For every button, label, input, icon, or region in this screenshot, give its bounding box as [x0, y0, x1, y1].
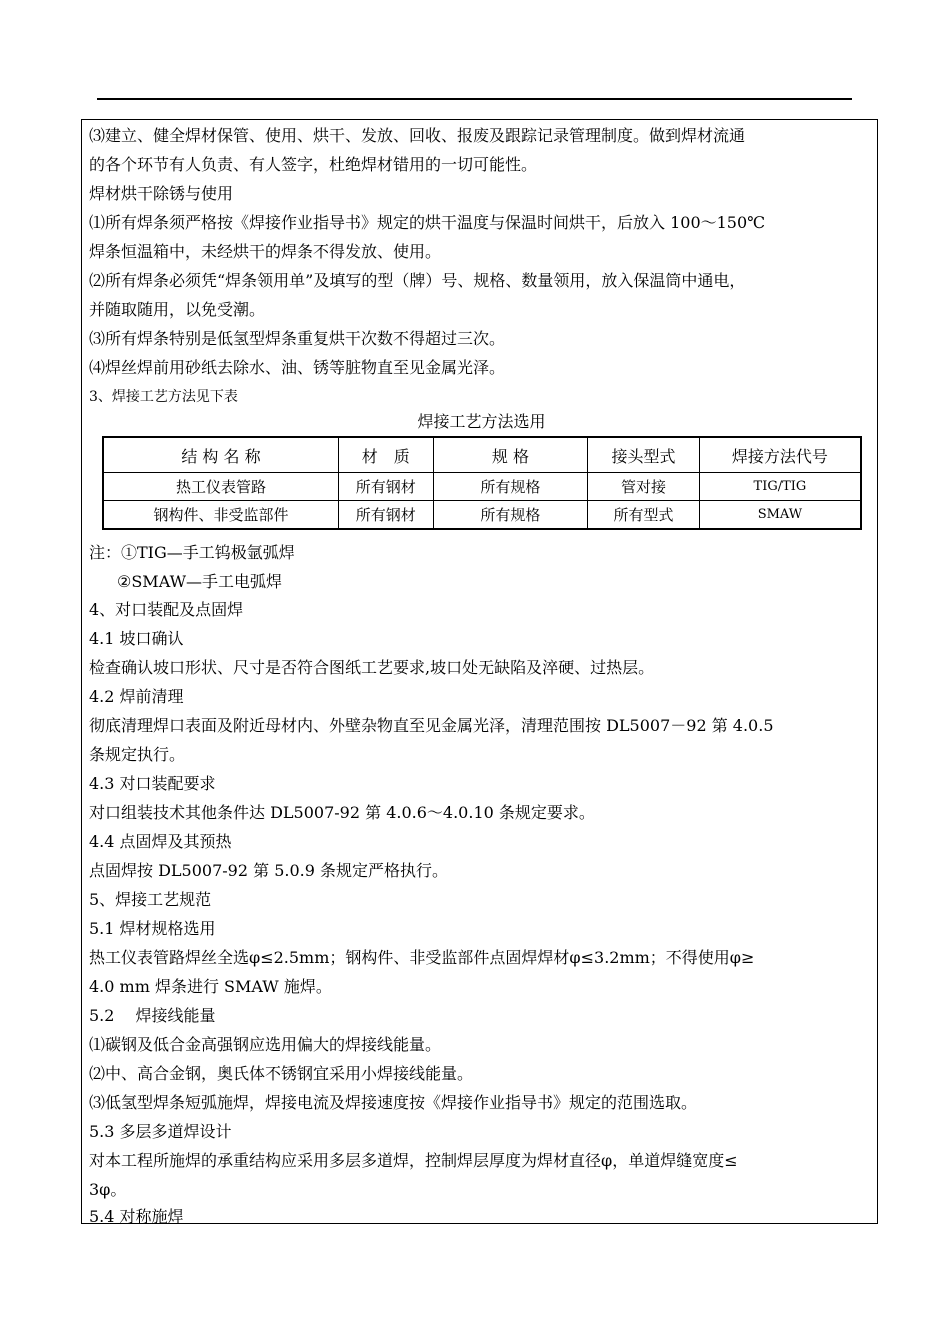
text-line: 5.3 多层多道焊设计 — [89, 1122, 232, 1141]
text-line: ⑷焊丝焊前用砂纸去除水、油、锈等脏物直至见金属光泽。 — [89, 358, 506, 377]
text-line: ⑵中、高合金钢，奥氏体不锈钢宜采用小焊接线能量。 — [89, 1064, 474, 1083]
table-cell: 所有钢材 — [338, 501, 433, 530]
table-cell: TIG/TIG — [699, 473, 861, 501]
text-line: ⑵所有焊条必须凭“焊条领用单”及填写的型（牌）号、规格、数量领用，放入保温筒中通电， — [89, 271, 746, 290]
text-line: 4.1 坡口确认 — [89, 629, 184, 648]
text-line: 4.2 焊前清理 — [89, 687, 184, 706]
table-cell: 所有型式 — [588, 501, 700, 530]
table-header-cell: 规 格 — [433, 437, 587, 473]
table-caption: 焊接工艺方法选用 — [417, 412, 546, 431]
text-line: 焊条恒温箱中，未经烘干的焊条不得发放、使用。 — [89, 242, 442, 261]
table-cell: 所有钢材 — [338, 473, 433, 501]
note-line: 注：①TIG—手工钨极氩弧焊 — [89, 543, 295, 562]
section-heading: 3、焊接工艺方法见下表 — [89, 389, 238, 405]
text-line: ⑶低氢型焊条短弧施焊，焊接电流及焊接速度按《焊接作业指导书》规定的范围选取。 — [89, 1093, 698, 1112]
process-table — [102, 436, 862, 530]
table-cell: 热工仪表管路 — [103, 473, 338, 501]
text-line: 的各个环节有人负责、有人签字，杜绝焊材错用的一切可能性。 — [89, 155, 538, 174]
table-row — [103, 473, 861, 501]
text-line: 对本工程所施焊的承重结构应采用多层多道焊，控制焊层厚度为焊材直径φ，单道焊缝宽度≤ — [89, 1151, 738, 1170]
text-line: 5.1 焊材规格选用 — [89, 919, 216, 938]
text-line: ⑴所有焊条须严格按《焊接作业指导书》规定的烘干温度与保温时间烘干，后放入 100～150℃ — [89, 213, 766, 232]
header-rule — [97, 98, 852, 100]
text-line: 热工仪表管路焊丝全选φ≤2.5mm；钢构件、非受监部件点固焊焊材φ≤3.2mm；不得使用φ≥ — [89, 948, 755, 967]
table-header-cell: 焊接方法代号 — [699, 437, 861, 473]
text-line: 4.3 对口装配要求 — [89, 774, 216, 793]
text-line: 并随取随用，以免受潮。 — [89, 300, 266, 319]
text-line: 4.0 mm 焊条进行 SMAW 施焊。 — [89, 977, 332, 996]
text-line: 点固焊按 DL5007-92 第 5.0.9 条规定严格执行。 — [89, 861, 448, 880]
document-frame — [81, 119, 878, 1224]
text-line: 5、焊接工艺规范 — [89, 890, 212, 909]
text-line: 对口组装技术其他条件达 DL5007-92 第 4.0.6～4.0.10 条规定要求。 — [89, 803, 595, 822]
table-header-cell: 结 构 名 称 — [103, 437, 338, 473]
text-line: 彻底清理焊口表面及附近母材内、外壁杂物直至见金属光泽，清理范围按 DL5007－92 第 4.0.5 — [89, 716, 774, 735]
text-line: 3φ。 — [89, 1180, 127, 1199]
table-cell: SMAW — [699, 501, 861, 530]
text-line: ⑴碳钢及低合金高强钢应选用偏大的焊接线能量。 — [89, 1035, 442, 1054]
text-line: ⑶建立、健全焊材保管、使用、烘干、发放、回收、报废及跟踪记录管理制度。做到焊材流通 — [89, 126, 746, 145]
table-cell: 所有规格 — [433, 473, 587, 501]
table-header-cell: 接头型式 — [588, 437, 700, 473]
text-line: 5.4 对称施焊 — [89, 1207, 184, 1226]
text-line: 5.2 焊接线能量 — [89, 1006, 216, 1025]
text-line: 4、对口装配及点固焊 — [89, 600, 244, 619]
table-header-cell: 材 质 — [338, 437, 433, 473]
note-line: ②SMAW—手工电弧焊 — [117, 572, 283, 591]
table-cell: 管对接 — [588, 473, 700, 501]
table-cell: 钢构件、非受监部件 — [103, 501, 338, 530]
table-row — [103, 501, 861, 530]
text-line: 条规定执行。 — [89, 745, 186, 764]
text-line: 检查确认坡口形状、尺寸是否符合图纸工艺要求,坡口处无缺陷及淬硬、过热层。 — [89, 658, 655, 677]
table-header-row — [103, 437, 861, 473]
table-cell: 所有规格 — [433, 501, 587, 530]
text-line: 4.4 点固焊及其预热 — [89, 832, 232, 851]
text-line: 焊材烘干除锈与使用 — [89, 184, 234, 203]
text-line: ⑶所有焊条特别是低氢型焊条重复烘干次数不得超过三次。 — [89, 329, 506, 348]
